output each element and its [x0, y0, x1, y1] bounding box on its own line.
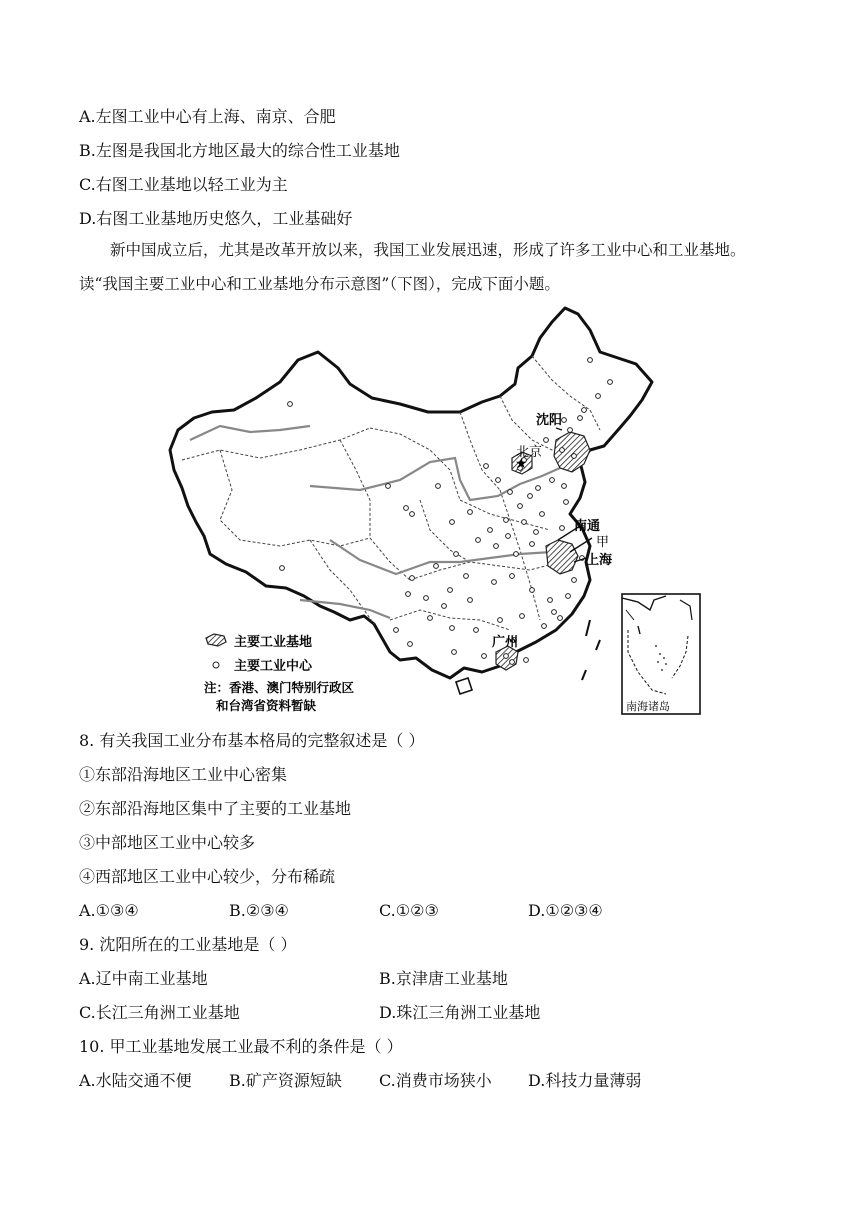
q10-option-c[interactable]: C.消费市场狭小 [379, 1071, 492, 1090]
prev-option-d: D.右图工业基地历史悠久，工业基础好 [79, 209, 353, 228]
hainan-island [456, 678, 472, 694]
q8-item-2: ②东部沿海地区集中了主要的工业基地 [79, 799, 352, 818]
china-outline [170, 308, 652, 678]
intro-paragraph [79, 233, 784, 301]
china-industry-map [160, 300, 705, 720]
q8-option-d[interactable]: D.①②③④ [528, 901, 603, 920]
south-china-sea-inset [622, 594, 700, 714]
prev-option-c: C.右图工业基地以轻工业为主 [79, 175, 288, 194]
base-liaozhongnan [554, 432, 590, 472]
inset-label: 南海诸岛 [626, 700, 670, 713]
q8-item-1: ①东部沿海地区工业中心密集 [79, 765, 288, 784]
label-shenyang: 沈阳 [536, 413, 563, 428]
intro-text: 新中国成立后，尤其是改革开放以来，我国工业发展迅速，形成了许多工业中心和工业基地。读“我国主要工业中心和工业基地分布示意图”（下图），完成下面小题。 [79, 241, 746, 293]
prev-option-b: B.左图是我国北方地区最大的综合性工业基地 [79, 141, 400, 160]
q8-item-4: ④西部地区工业中心较少，分布稀疏 [79, 867, 336, 886]
label-guangzhou: 广州 [492, 635, 519, 650]
beijing-star-icon: ★ [515, 456, 528, 472]
legend-note-1: 注：香港、澳门特别行政区 [204, 680, 355, 695]
q8-item-3: ③中部地区工业中心较多 [79, 833, 256, 852]
q10-stem: 10. 甲工业基地发展工业最不利的条件是（ ） [79, 1037, 403, 1056]
q9-option-a[interactable]: A.辽中南工业基地 [79, 969, 208, 988]
q9-option-b[interactable]: B.京津唐工业基地 [379, 969, 508, 988]
map-svg [160, 300, 705, 720]
map-legend [204, 634, 355, 713]
q8-option-b[interactable]: B.②③④ [229, 901, 289, 920]
q8-option-c[interactable]: C.①②③ [379, 901, 439, 920]
legend-center-icon [213, 662, 219, 668]
label-jia: 甲 [596, 535, 610, 550]
legend-note-2: 和台湾省资料暂缺 [216, 698, 317, 713]
q9-option-c[interactable]: C.长江三角洲工业基地 [79, 1003, 240, 1022]
q10-option-b[interactable]: B.矿产资源短缺 [229, 1071, 342, 1090]
legend-base-icon [206, 634, 226, 646]
prev-option-a: A.左图工业中心有上海、南京、合肥 [79, 107, 336, 126]
label-shanghai: 上海 [586, 553, 613, 568]
q8-stem: 8. 有关我国工业分布基本格局的完整叙述是（ ） [79, 731, 425, 750]
label-beijing: 北京 [516, 445, 543, 460]
island-mark [586, 620, 590, 636]
q9-stem: 9. 沈阳所在的工业基地是（ ） [79, 935, 297, 954]
q9-option-d[interactable]: D.珠江三角洲工业基地 [379, 1003, 541, 1022]
q10-option-a[interactable]: A.水陆交通不便 [79, 1071, 192, 1090]
legend-center-text: 主要工业中心 [234, 659, 313, 674]
label-nantong: 南通 [574, 519, 601, 534]
q8-option-a[interactable]: A.①③④ [79, 901, 139, 920]
legend-base-text: 主要工业基地 [234, 635, 313, 650]
q10-option-d[interactable]: D.科技力量薄弱 [528, 1071, 642, 1090]
